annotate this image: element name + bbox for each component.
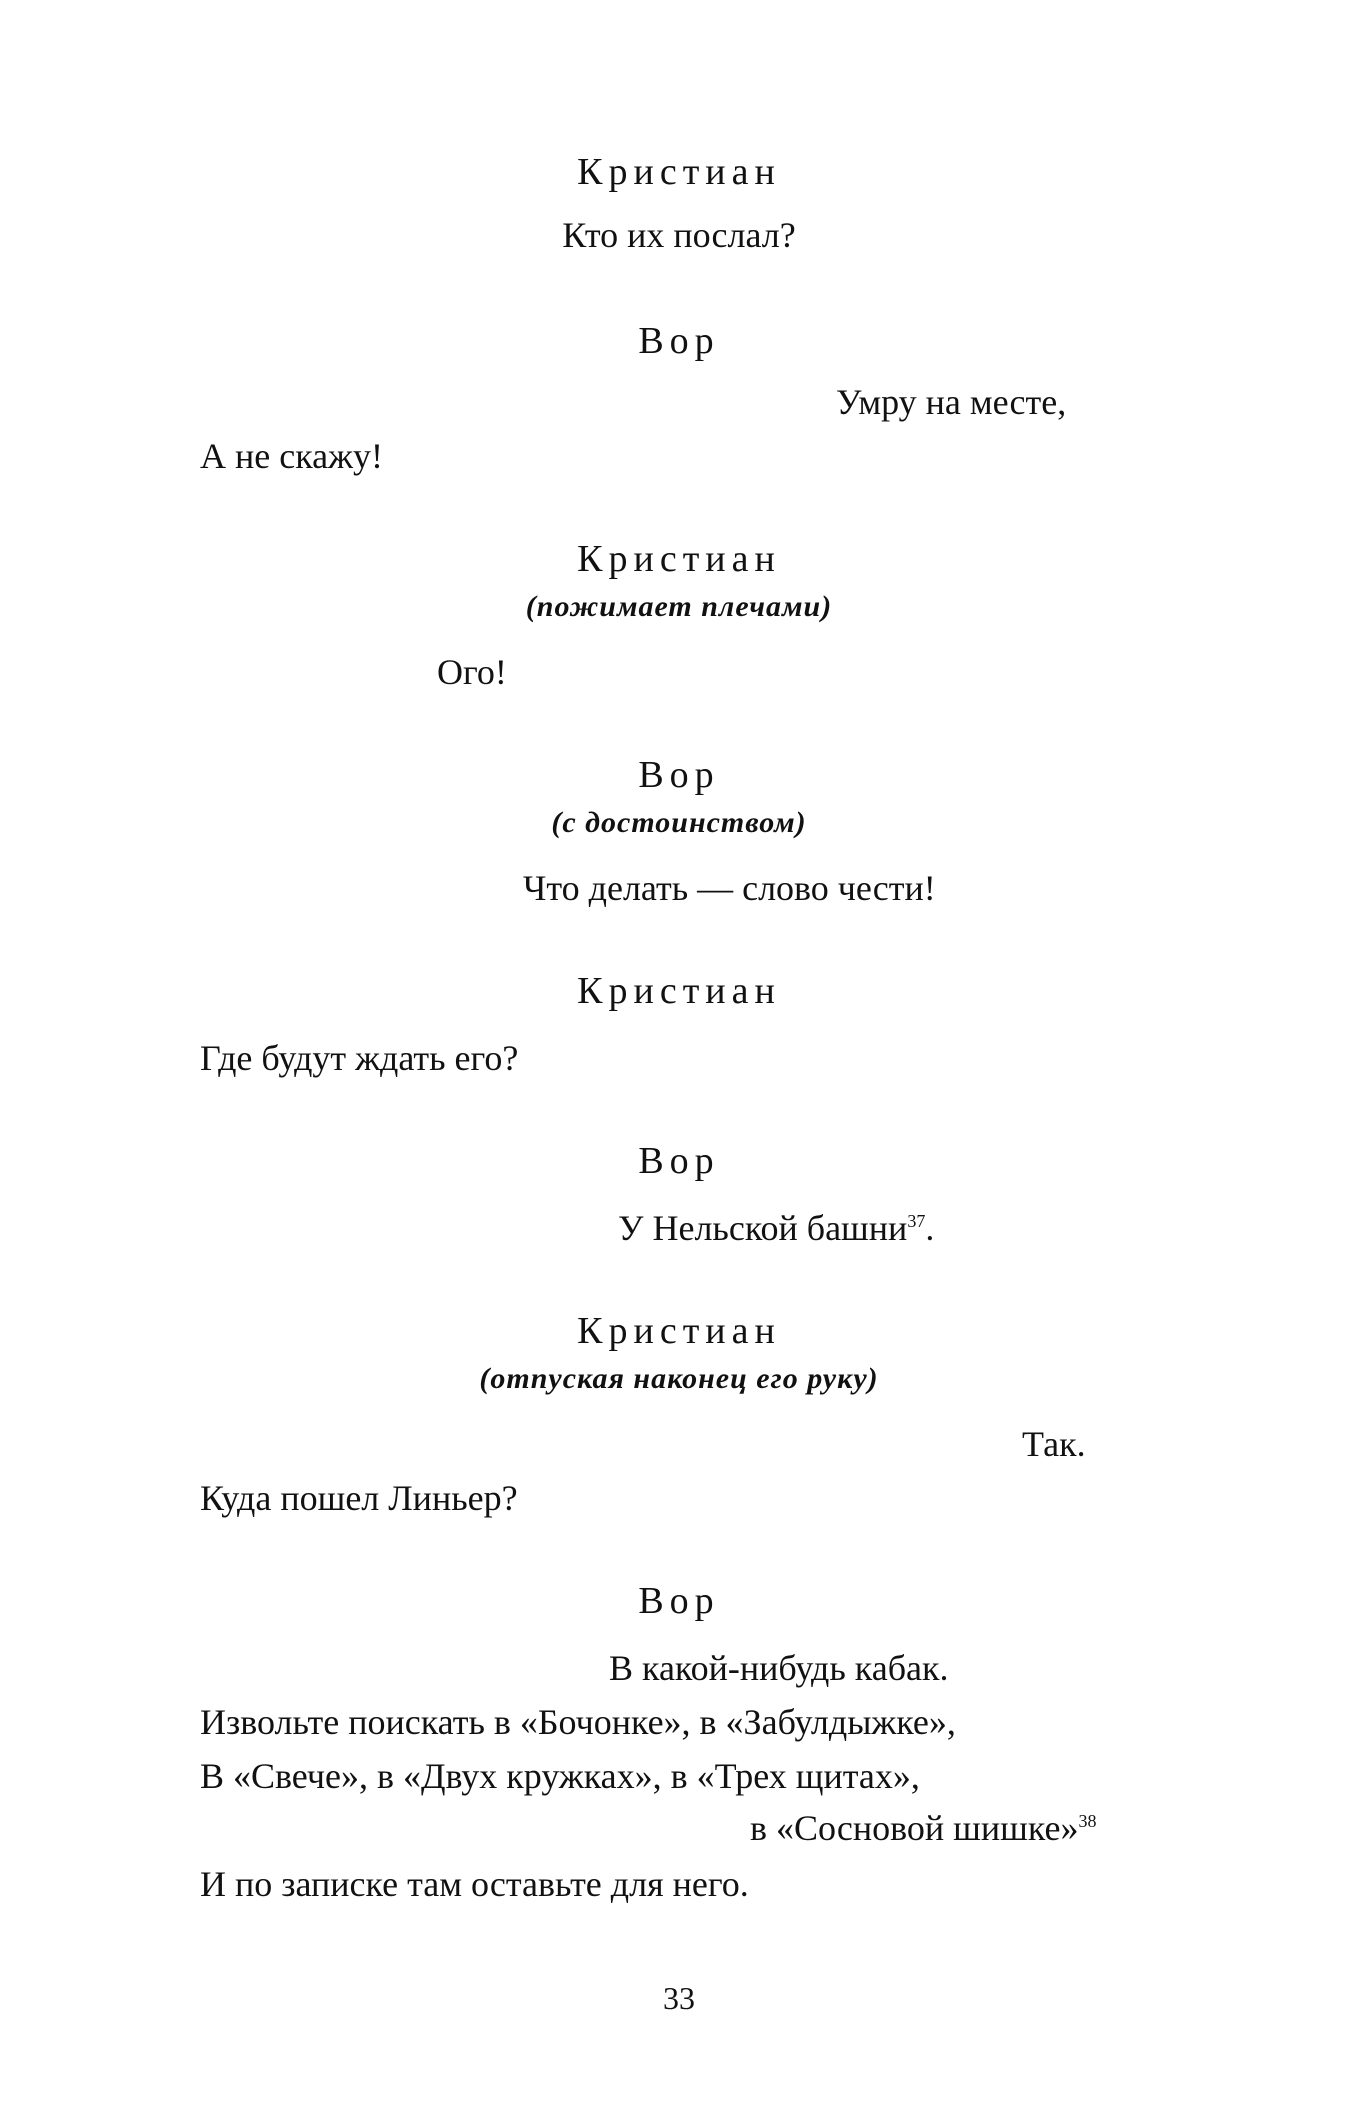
verse-line: И по записке там оставьте для него. [200, 1864, 749, 1904]
verse-line: Так. [1022, 1424, 1086, 1464]
verse-line: Где будут ждать его? [200, 1038, 519, 1078]
verse-line: В какой-нибудь кабак. [609, 1648, 949, 1688]
verse-line: А не скажу! [200, 436, 384, 476]
speaker-name: Кристиан [577, 1310, 781, 1352]
speaker-name: Кристиан [577, 970, 781, 1012]
stage-direction: (с достоинством) [551, 806, 807, 839]
speaker-name: Вор [638, 1580, 720, 1622]
footnote-marker: 37 [907, 1211, 926, 1231]
verse-line [750, 1810, 1096, 1846]
page-number: 33 [663, 1980, 695, 2016]
verse-line: В «Свече», в «Двух кружках», в «Трех щитах», [200, 1756, 920, 1796]
speaker-name: Вор [638, 754, 720, 796]
verse-line: Что делать — слово чести! [523, 868, 936, 908]
stage-direction: (пожимает плечами) [525, 590, 833, 623]
speaker-name: Вор [638, 1140, 720, 1182]
verse-line: Куда пошел Линьер? [200, 1478, 518, 1518]
verse-line: Извольте поискать в «Бочонке», в «Забулдыжке», [200, 1702, 956, 1742]
stage-direction: (отпуская наконец его руку) [479, 1362, 879, 1395]
footnote-marker: 38 [1078, 1811, 1097, 1831]
verse-line [618, 1210, 934, 1246]
verse-punctuation: . [925, 1208, 935, 1248]
verse-text: У Нельской башни [618, 1208, 908, 1248]
speaker-name: Вор [638, 320, 720, 362]
speaker-name: Кристиан [577, 151, 781, 193]
verse-line: Умру на месте, [836, 382, 1067, 422]
speaker-name: Кристиан [577, 538, 781, 580]
verse-line: Ого! [437, 652, 507, 692]
verse-line: Кто их послал? [562, 215, 796, 255]
verse-text: в «Сосновой шишке» [750, 1808, 1079, 1848]
